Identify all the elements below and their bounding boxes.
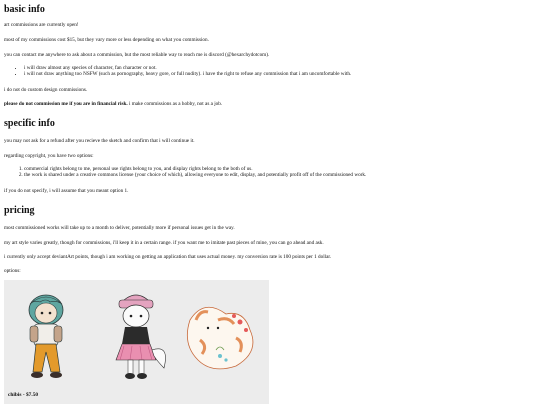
heading-basic-info: basic info (4, 4, 45, 15)
heading-pricing: pricing (4, 205, 35, 216)
list-item: 2. the work is shared under a creative commons license (your choice of which), allowing everyone to edit, display, and potentially profit off of the commissioned work. (24, 172, 536, 178)
paragraph-payment: i currently only accept deviantArt points, though i am working on getting an application that uses actual money. my conversion rate is 100 points per 1 dollar. (4, 254, 332, 260)
paragraph-default-option: if you do not specify, i will assume that you meant option 1. (4, 188, 129, 194)
financial-warning: please do not commission me if you are in financial risk. (4, 101, 128, 107)
chibi-pink-hat (116, 295, 166, 379)
paragraph-financial-risk (4, 101, 536, 108)
copyright-options-list (8, 166, 536, 179)
chibi-teal-hair (29, 295, 63, 378)
chibi-cat-flowers (187, 307, 253, 369)
paragraph-commissions-open: art commissions are currently open! (4, 22, 79, 28)
heading-specific-info: specific info (4, 118, 55, 129)
paragraph-no-custom: i do not do custom design commissions. (4, 87, 88, 93)
chibi-example-image (4, 280, 269, 404)
paragraph-options: options: (4, 268, 21, 274)
paragraph-pricing-note: most of my commissions cost $15, but they vary more or less depending on what you commission. (4, 37, 209, 43)
chibi-illustrations (4, 280, 269, 404)
rules-list (8, 65, 536, 78)
gallery-caption: chibis - $7.50 (8, 392, 39, 398)
list-item: • i will draw almost any species of character, fan character or not. (24, 65, 536, 71)
paragraph-copyright: regarding copyright, you have two options: (4, 153, 94, 159)
paragraph-contact: you can contact me anywhere to ask about a commission, but the most reliable way to reach me is discord (@hexarchydotcom). (4, 52, 270, 58)
paragraph-refund: you may not ask for a refund after you recieve the sketch and confirm that i will continue it. (4, 138, 195, 144)
list-item: 1. commercial rights belong to me, personal use rights belong to you, and display rights belong to the both of us. (24, 166, 536, 172)
hobby-note: i make commissions as a hobby, not as a job. (127, 101, 223, 107)
list-item: • i will not draw anything too NSFW (such as pornography, heavy gore, or full nudity). i have the right to refuse any commission that i am uncomfortable with. (24, 71, 536, 77)
paragraph-art-style: my art style varies greatly, though for commissions, i'll keep it in a certain range. if you want me to imitate past pieces of mine, you can go ahead and ask. (4, 240, 324, 246)
paragraph-delivery: most commissioned works will take up to a month to deliver, potentially more if personal issues get in the way. (4, 225, 235, 231)
